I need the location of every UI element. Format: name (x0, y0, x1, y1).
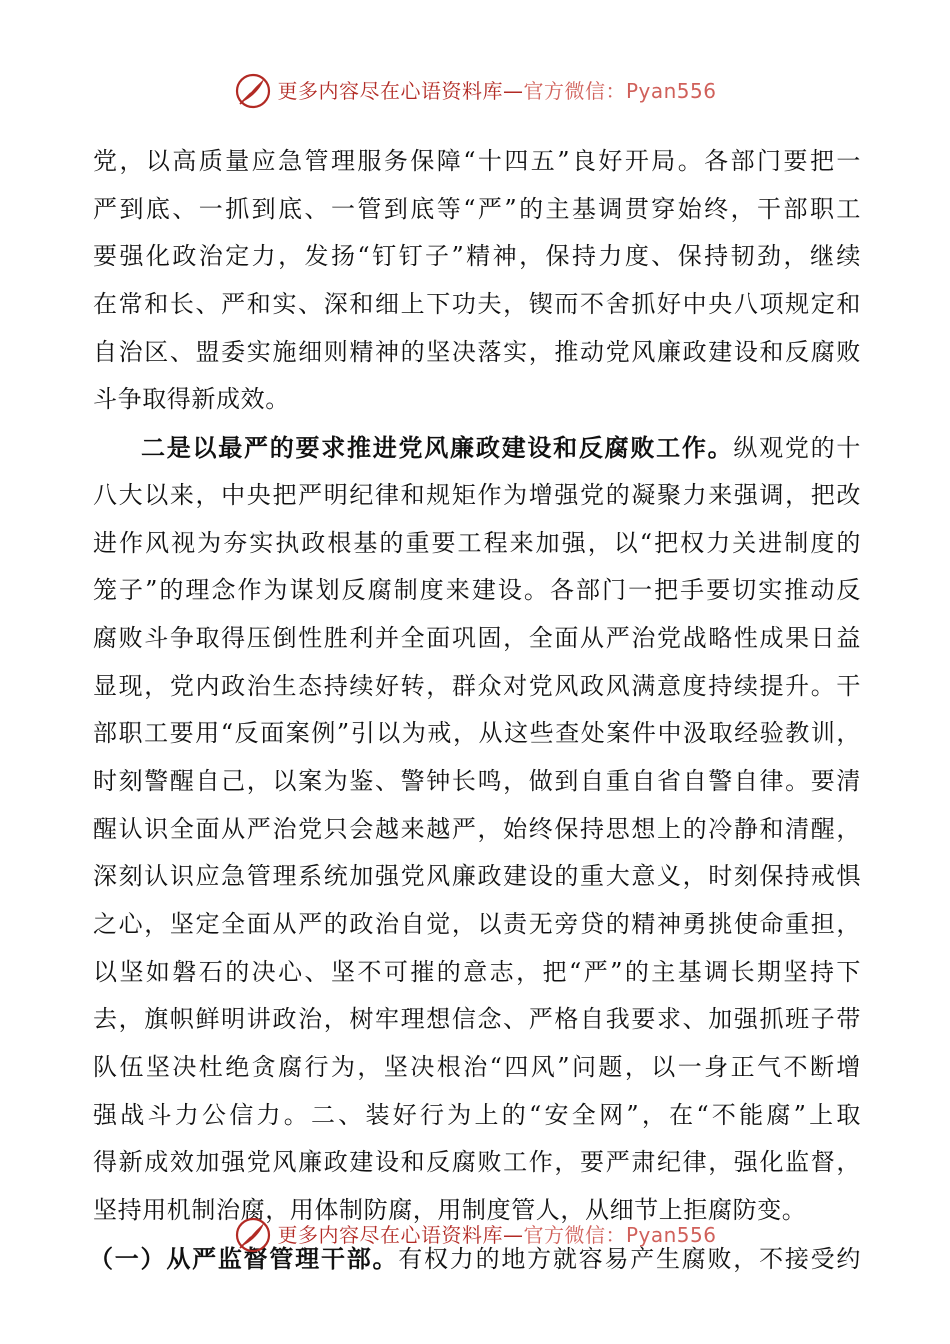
banner-slogan: 更多内容尽在心语资料库 (277, 79, 503, 103)
banner-contact: 官方微信：Pyan556 (523, 1223, 717, 1247)
paragraph-2-line: 腐败斗争取得压倒性胜利并全面巩固，全面从严治党战略性成果日益 (93, 623, 861, 652)
paragraph-2-line: 深刻认识应急管理系统加强党风廉政建设的重大意义，时刻保持戒惧 (93, 862, 861, 891)
footer-watermark-banner (0, 1212, 950, 1258)
paragraph-2-heading: 二是以最严的要求推进党风廉政建设和反腐败工作。 (141, 433, 734, 463)
red-feather-quill-icon (233, 1215, 273, 1255)
paragraph-2-line: 去，旗帜鲜明讲政治，树牢理想信念、严格自我要求、加强抓班子带 (93, 1005, 861, 1034)
red-feather-quill-icon (233, 71, 273, 111)
paragraph-1-line-2: 严到底、一抓到底、一管到底等“严”的主基调贯穿始终，干部职工 (93, 194, 861, 223)
paragraph-2-line: 进作风视为夯实执政根基的重要工程来加强，以“把权力关进制度的 (93, 528, 861, 557)
paragraph-2-line: 笼子”的理念作为谋划反腐制度来建设。各部门一把手要切实推动反 (93, 576, 861, 605)
banner-separator: — (502, 79, 524, 103)
banner-separator: — (502, 1223, 524, 1247)
paragraph-2-line: 时刻警醒自己，以案为鉴、警钟长鸣，做到自重自省自警自律。要清 (93, 766, 861, 795)
paragraph-2-line: 显现，党内政治生态持续好转，群众对党风政风满意度持续提升。干 (93, 671, 861, 700)
banner-text (277, 1225, 716, 1245)
banner-contact: 官方微信：Pyan556 (523, 79, 717, 103)
paragraph-2-line: 队伍坚决杜绝贪腐行为，坚决根治“四风”问题，以一身正气不断增 (93, 1053, 861, 1082)
document-body (89, 138, 861, 1283)
paragraph-2-line: 之心，坚定全面从严的政治自觉，以责无旁贷的精神勇挑使命重担， (93, 910, 861, 938)
paragraph-2-first-line (93, 424, 861, 472)
header-watermark-banner (0, 68, 950, 114)
paragraph-3-heading: （一）从严监督管理干部。 (89, 1243, 399, 1273)
paragraph-2-line: 坚持用机制治腐，用体制防腐，用制度管人，从细节上拒腐防变。 (93, 1196, 807, 1225)
paragraph-2-line: 以坚如磐石的决心、坚不可摧的意志，把“严”的主基调长期坚持下 (93, 957, 861, 986)
paragraph-3-rest: 有权力的地方就容易产生腐败，不接受约 (398, 1244, 861, 1273)
banner-text (277, 81, 716, 101)
paragraph-1-line-4: 在常和长、严和实、深和细上下功夫，锲而不舍抓好中央八项规定和 (93, 290, 861, 319)
banner-slogan: 更多内容尽在心语资料库 (277, 1223, 503, 1247)
paragraph-1-line-3: 要强化政治定力，发扬“钉钉子”精神，保持力度、保持韧劲，继续 (93, 242, 861, 271)
paragraph-2-line: 强战斗力公信力。二、装好行为上的“安全网”，在“不能腐”上取 (93, 1100, 861, 1129)
paragraph-2-line: 醒认识全面从严治党只会越来越严，始终保持思想上的冷静和清醒， (93, 814, 861, 843)
paragraph-1-line-5: 自治区、盟委实施细则精神的坚决落实，推动党风廉政建设和反腐败 (93, 337, 861, 366)
paragraph-2-line: 八大以来，中央把严明纪律和规矩作为增强党的凝聚力来强调，把改 (93, 480, 861, 509)
paragraph-2-line: 部职工要用“反面案例”引以为戒，从这些查处案件中汲取经验教训， (93, 719, 861, 748)
paragraph-2-first-rest: 纵观党的十 (733, 434, 861, 463)
paragraph-1-line-1: 党，以高质量应急管理服务保障“十四五”良好开局。各部门要把一 (93, 147, 861, 175)
paragraph-2-line: 得新成效加强党风廉政建设和反腐败工作，要严肃纪律，强化监督， (93, 1148, 861, 1177)
paragraph-1-line-6: 斗争取得新成效。 (93, 385, 290, 414)
